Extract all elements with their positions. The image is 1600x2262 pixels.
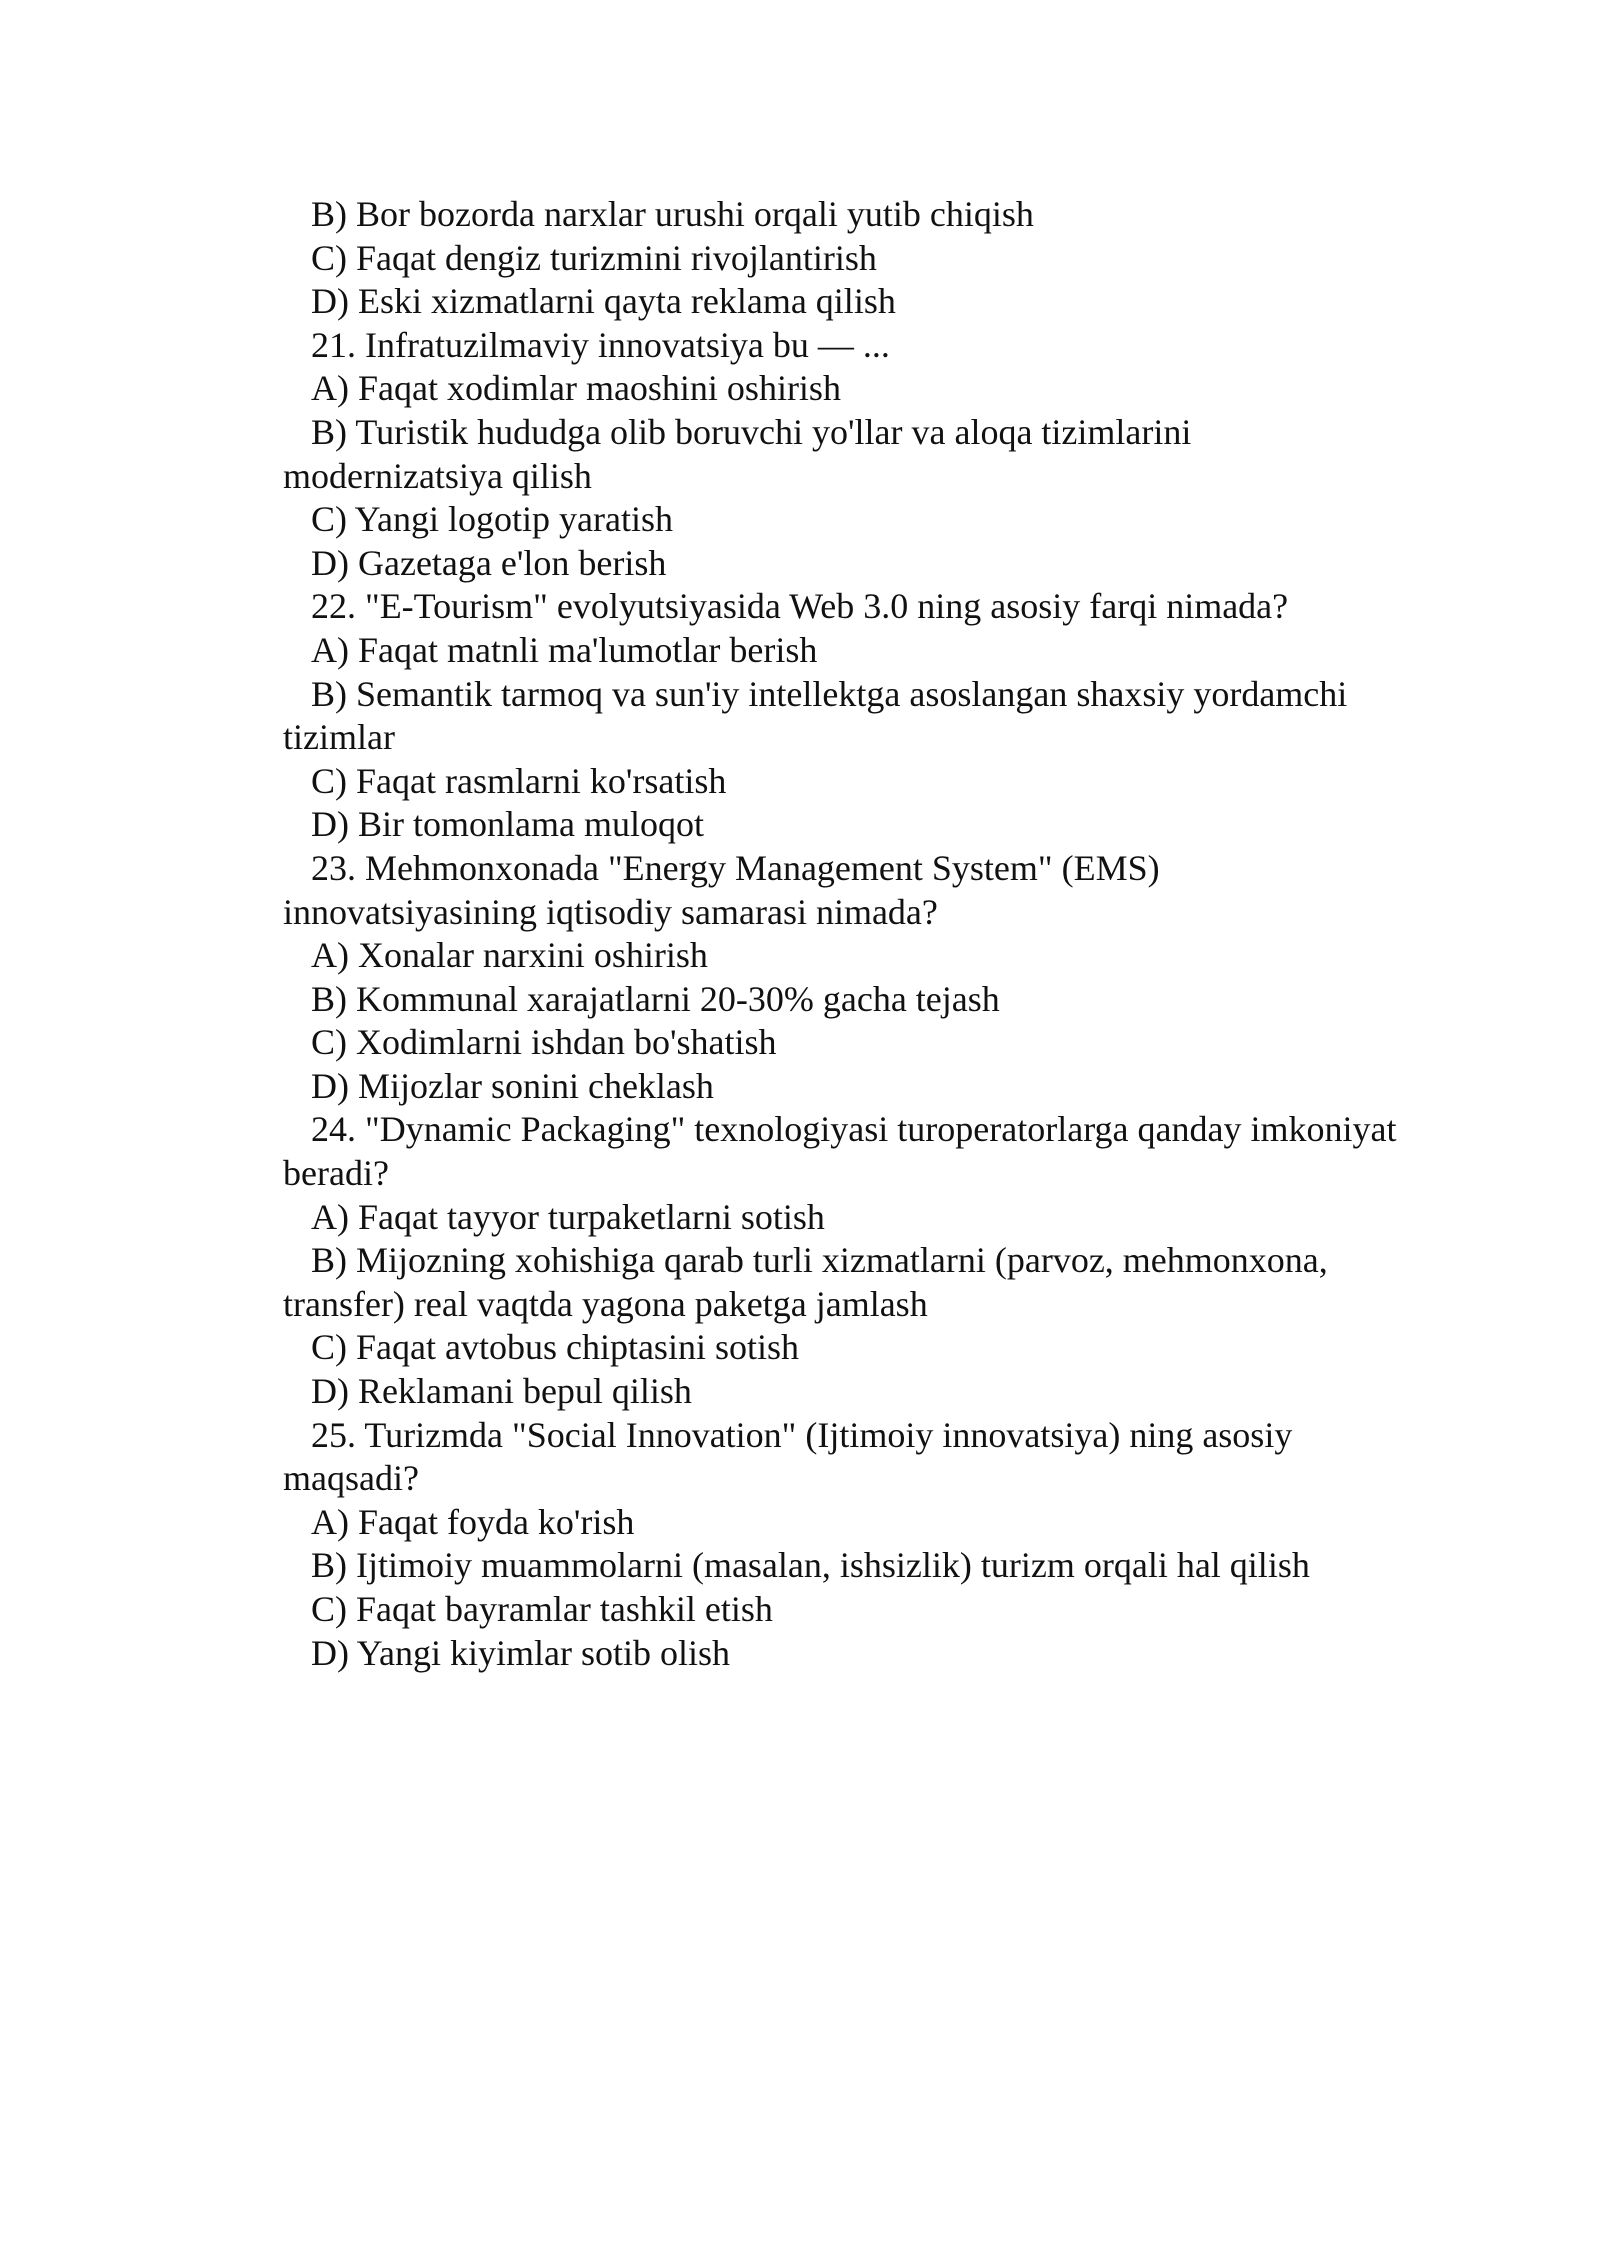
option-line: A) Faqat matnli ma'lumotlar berish	[311, 629, 818, 670]
option-line: B) Mijozning xohishiga qarab turli xizmatlarni (parvoz, mehmonxona, transfer) real vaqtda yagona paketga jamlash	[283, 1240, 1328, 1324]
option-line: C) Xodimlarni ishdan bo'shatish	[311, 1022, 777, 1063]
option-line: B) Ijtimoiy muammolarni (masalan, ishsizlik) turizm orqali hal qilish	[311, 1545, 1310, 1586]
option-line: D) Reklamani bepul qilish	[311, 1371, 692, 1412]
question-line: 25. Turizmda "Social Innovation" (Ijtimoiy innovatsiya) ning asosiy maqsadi?	[283, 1414, 1293, 1499]
option-line: B) Bor bozorda narxlar urushi orqali yutib chiqish	[311, 194, 1034, 234]
option-line: C) Faqat avtobus chiptasini sotish	[311, 1327, 799, 1368]
option-line: C) Faqat dengiz turizmini rivojlantirish	[311, 237, 877, 278]
option-line: A) Xonalar narxini oshirish	[311, 935, 708, 976]
option-line: A) Faqat tayyor turpaketlarni sotish	[311, 1196, 825, 1237]
option-line: D) Gazetaga e'lon berish	[311, 542, 667, 583]
option-line: C) Faqat bayramlar tashkil etish	[311, 1589, 773, 1629]
question-line: 22. "E-Tourism" evolyutsiyasida Web 3.0 ning asosiy farqi nimada?	[311, 586, 1289, 627]
document-text	[283, 193, 1413, 1675]
option-line: D) Bir tomonlama muloqot	[311, 804, 704, 845]
question-line: 24. "Dynamic Packaging" texnologiyasi turoperatorlarga qanday imkoniyat beradi?	[283, 1109, 1397, 1194]
option-line: D) Yangi kiyimlar sotib olish	[311, 1632, 731, 1673]
option-line: B) Turistik hududga olib boruvchi yo'llar va aloqa tizimlarini modernizatsiya qilish	[283, 411, 1192, 496]
option-line: C) Faqat rasmlarni ko'rsatish	[311, 760, 727, 801]
option-line: D) Eski xizmatlarni qayta reklama qilish	[311, 281, 896, 322]
option-line: D) Mijozlar sonini cheklash	[311, 1065, 714, 1106]
question-line: 23. Mehmonxonada "Energy Management System" (EMS) innovatsiyasining iqtisodiy samarasi nimada?	[283, 847, 1160, 932]
option-line: A) Faqat xodimlar maoshini oshirish	[311, 368, 841, 409]
question-line: 21. Infratuzilmaviy innovatsiya bu — ...	[311, 324, 890, 365]
option-line: A) Faqat foyda ko'rish	[311, 1501, 635, 1542]
option-line: B) Kommunal xarajatlarni 20-30% gacha tejash	[311, 978, 1000, 1019]
option-line: C) Yangi logotip yaratish	[311, 499, 674, 540]
option-line: B) Semantik tarmoq va sun'iy intellektga asoslangan shaxsiy yordamchi tizimlar	[283, 673, 1348, 758]
